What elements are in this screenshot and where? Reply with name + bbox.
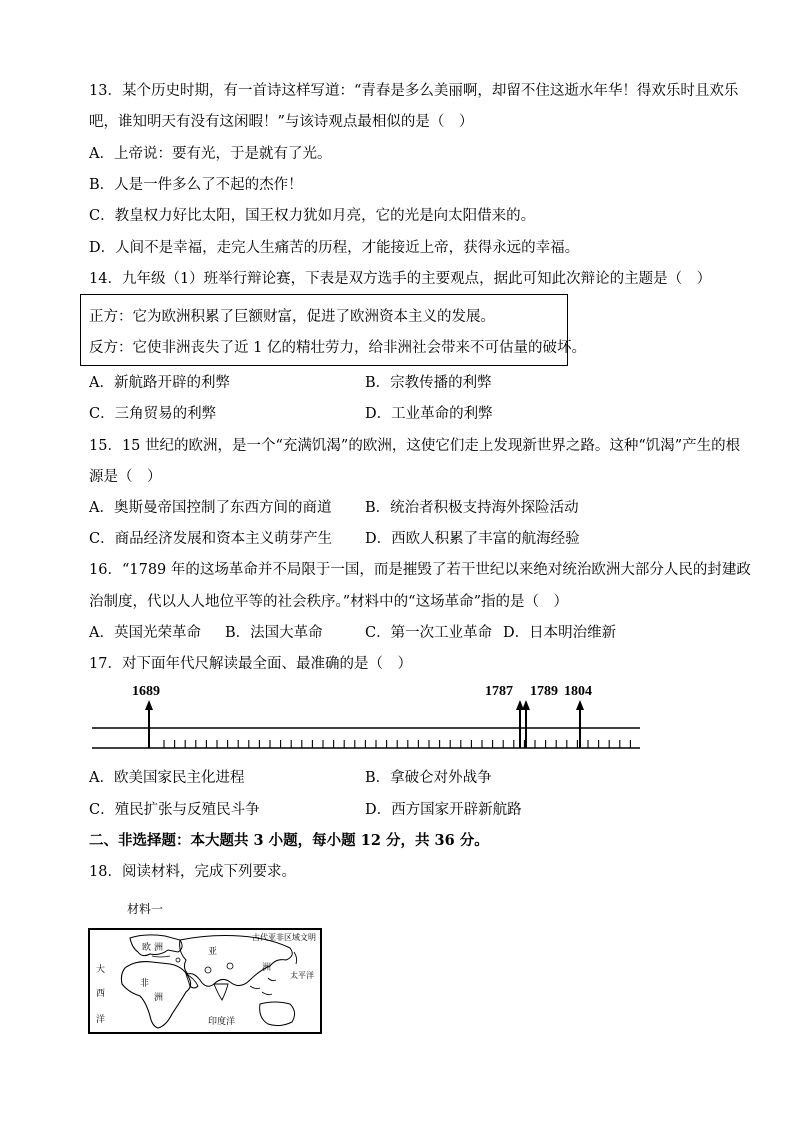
q13-option-a: A．上帝说：要有光，于是就有了光。 (89, 146, 332, 162)
q14-option-c: C．三角贸易的利弊 (89, 406, 217, 422)
map-label-asia-2: 洲 (262, 963, 272, 973)
q14-stem: 14．九年级（1）班举行辩论赛，下表是双方选手的主要观点，据此可知此次辩论的主题是（ ） (89, 271, 712, 287)
q17-option-b: B．拿破仑对外战争 (365, 770, 492, 786)
q14-option-b: B．宗教传播的利弊 (365, 375, 492, 391)
map-label-europe-2: 洲 (154, 943, 164, 953)
q16-option-d: D．日本明治维新 (503, 625, 617, 641)
timeline-svg (90, 688, 642, 752)
q13-option-b: B．人是一件多么了不起的杰作！ (89, 177, 303, 193)
q16-stem-line2: 治制度，代以人人地位平等的社会秩序。”材料中的“这场革命”指的是（ ） (89, 594, 568, 610)
q17-stem: 17．对下面年代尺解读最全面、最准确的是（ ） (89, 656, 412, 672)
q16-option-c: C．第一次工业革命 (365, 625, 493, 641)
q15-option-a: A．奥斯曼帝国控制了东西方间的商道 (89, 500, 332, 516)
affirmative-view: 正方：它为欧洲积累了巨额财富，促进了欧洲资本主义的发展。 (89, 309, 495, 325)
material-1-label: 材料一 (127, 902, 164, 916)
map-label-pacific: 太平洋 (290, 971, 314, 980)
map-title: 古代亚非区域文明 (252, 933, 316, 942)
section-2-heading: 二、非选择题：本大题共 3 小题，每小题 12 分，共 36 分。 (89, 832, 489, 849)
q17-option-d: D．西方国家开辟新航路 (365, 802, 522, 818)
q17-option-c: C．殖民扩张与反殖民斗争 (89, 802, 260, 818)
timeline-ruler (90, 684, 642, 752)
year-1689-label: 1689 (132, 684, 160, 699)
map-label-atlantic-2: 西 (96, 989, 106, 999)
q16-option-a: A．英国光荣革命 (89, 625, 201, 641)
debate-viewpoints-box (80, 294, 586, 366)
map-label-asia: 亚 (208, 947, 218, 957)
map-label-europe-1: 欧 (142, 943, 152, 953)
q15-stem-line1: 15．15 世纪的欧洲，是一个“充满饥渴”的欧洲，这使它们走上发现新世界之路。这种“饥渴”产生的根 (89, 438, 741, 454)
year-1804-label: 1804 (564, 684, 592, 699)
q14-option-a: A．新航路开辟的利弊 (89, 375, 230, 391)
ancient-asia-africa-map (88, 928, 322, 1034)
arrow-1689 (145, 700, 153, 748)
q14-option-d: D．工业革命的利弊 (365, 406, 493, 422)
q15-option-c: C．商品经济发展和资本主义萌芽产生 (89, 531, 333, 547)
q13-stem-line2: 吧，谁知明天有没有这闲暇！”与该诗观点最相似的是（ ） (89, 114, 474, 130)
arrow-1787 (516, 700, 524, 748)
map-label-indian-ocean: 印度洋 (208, 1017, 236, 1027)
q15-option-b: B．统治者积极支持海外探险活动 (365, 500, 579, 516)
year-1787-label: 1787 (485, 684, 513, 699)
q17-option-a: A．欧美国家民主化进程 (89, 770, 245, 786)
q15-stem-line2: 源是（ ） (89, 469, 162, 485)
year-1789-label: 1789 (530, 684, 558, 699)
map-label-atlantic-1: 大 (96, 965, 106, 975)
map-label-africa-1: 非 (140, 979, 150, 989)
arrow-1789 (522, 700, 530, 748)
map-drawing (90, 930, 320, 1032)
q16-option-b: B．法国大革命 (225, 625, 323, 641)
map-label-africa-2: 洲 (154, 993, 164, 1003)
q13-option-d: D．人间不是幸福，走完人生痛苦的历程，才能接近上帝，获得永远的幸福。 (89, 240, 580, 256)
map-label-atlantic-3: 洋 (96, 1015, 106, 1025)
negative-view: 反方：它使非洲丧失了近 1 亿的精壮劳力，给非洲社会带来不可估量的破坏。 (89, 340, 586, 356)
q15-option-d: D．西欧人积累了丰富的航海经验 (365, 531, 580, 547)
q13-option-c: C．教皇权力好比太阳，国王权力犹如月亮，它的光是向太阳借来的。 (89, 208, 536, 224)
q18-stem: 18．阅读材料，完成下列要求。 (89, 864, 296, 880)
q13-stem-line1: 13．某个历史时期，有一首诗这样写道：“青春是多么美丽啊，却留不住这逝水年华！得欢乐时且欢乐 (89, 83, 739, 99)
q16-stem-line1: 16．“1789 年的这场革命并不局限于一国，而是摧毁了若干世纪以来绝对统治欧洲大部分人民的封建政 (89, 562, 751, 578)
